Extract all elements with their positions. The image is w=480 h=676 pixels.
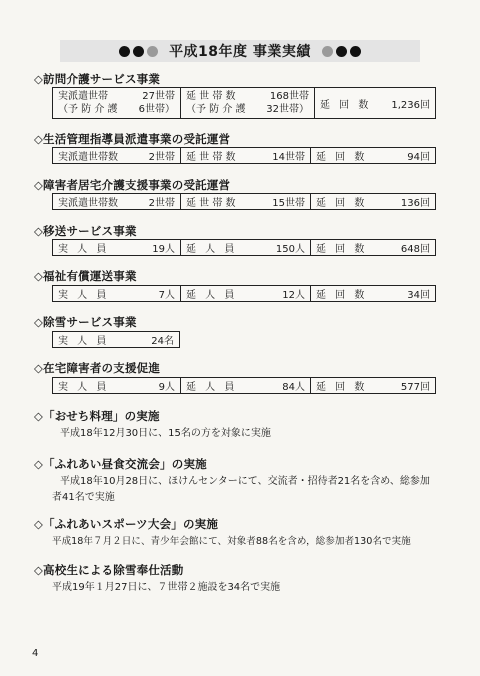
cell-value: 6世帯） <box>138 104 175 115</box>
cell-label: 延 回 数 <box>316 152 368 163</box>
cell-label: 延 回 数 <box>316 382 368 393</box>
cell-value: 577回 <box>400 382 430 393</box>
header-dot-icon <box>350 46 361 57</box>
table-cell <box>53 194 181 209</box>
section-title-snow-removal: ◇除雪サービス事業 <box>34 315 137 329</box>
cell-value: 19人 <box>152 244 175 255</box>
event-title-student-snow: ◇高校生による除雪奉仕活動 <box>34 563 184 577</box>
section-title-disability-care: ◇障害者居宅介護支援事業の受託運営 <box>34 178 231 192</box>
header-dot-icon <box>133 46 144 57</box>
table-cell <box>311 240 435 255</box>
header-dot-icon <box>336 46 347 57</box>
event-text-sports: 平成18年７月２日に、青少年会館にて、対象者88名を含め，総参加者130名で実施 <box>52 536 411 547</box>
cell-value: 34回 <box>407 290 430 301</box>
section-title-home-care: ◇訪問介護サービス事業 <box>34 72 161 86</box>
cell-value: 12人 <box>282 290 305 301</box>
table-cell <box>181 88 315 118</box>
cell-value: 2世帯 <box>148 152 175 163</box>
page-header <box>60 40 420 62</box>
cell-value: 32世帯） <box>266 104 309 115</box>
cell-label: 実派遣世帯 <box>58 91 108 102</box>
event-text-lunch-1: 平成18年10月28日に、ほけんセンターにて、交流者・招待者21名を含め、総参加 <box>60 476 430 487</box>
cell-label: 延 世 帯 数 <box>186 91 236 102</box>
table-cell <box>53 286 181 301</box>
event-title-sports: ◇「ふれあいスポーツ大会」の実施 <box>34 517 219 531</box>
event-text-student-snow: 平成19年１月27日に、７世帯２施設を34名で実施 <box>52 582 281 593</box>
event-title-osechi: ◇「おせち料理」の実施 <box>34 409 160 423</box>
table-cell <box>311 286 435 301</box>
cell-value: 9人 <box>158 382 175 393</box>
table-cell <box>181 194 311 209</box>
cell-label: （予 防 介 護 <box>58 104 118 115</box>
table-cell <box>53 240 181 255</box>
cell-value: 2世帯 <box>148 198 175 209</box>
table-disability-care <box>52 193 436 210</box>
section-title-life-guidance: ◇生活管理指導員派遣事業の受託運営 <box>34 132 231 146</box>
table-paid-transport <box>52 285 436 302</box>
cell-label: 実 人 員 <box>58 382 110 393</box>
table-cell <box>311 378 435 393</box>
cell-label: 延 人 員 <box>186 290 238 301</box>
cell-label: 延 回 数 <box>316 244 368 255</box>
table-cell <box>53 378 181 393</box>
cell-label: 実 人 員 <box>58 290 110 301</box>
cell-label: 延 人 員 <box>186 244 238 255</box>
cell-label: 延 回 数 <box>316 198 368 209</box>
page-title: 平成18年度 事業実績 <box>169 44 311 60</box>
cell-value: 1,236回 <box>391 99 430 111</box>
table-cell <box>181 240 311 255</box>
table-cell <box>53 88 181 118</box>
cell-label: 実 人 員 <box>58 336 110 347</box>
cell-value: 27世帯 <box>142 91 175 102</box>
cell-value: 7人 <box>158 290 175 301</box>
table-snow-removal <box>52 331 180 348</box>
cell-label: 実派遣世帯数 <box>58 198 118 209</box>
section-title-disability-support: ◇在宅障害者の支援促進 <box>34 361 161 375</box>
table-cell <box>181 148 311 163</box>
event-text-osechi: 平成18年12月30日に、15名の方を対象に実施 <box>60 428 271 439</box>
table-cell <box>311 148 435 163</box>
cell-value: 15世帯 <box>272 198 305 209</box>
cell-label: （予 防 介 護 <box>186 104 246 115</box>
cell-value: 168世帯 <box>269 91 309 102</box>
table-home-care <box>52 87 436 119</box>
cell-label: 延 人 員 <box>186 382 238 393</box>
cell-label: 実派遣世帯数 <box>58 152 118 163</box>
table-cell <box>53 332 179 347</box>
table-cell <box>315 88 435 118</box>
table-cell <box>181 378 311 393</box>
cell-value: 150人 <box>275 244 305 255</box>
table-cell <box>181 286 311 301</box>
cell-label: 実 人 員 <box>58 244 110 255</box>
header-dot-icon <box>119 46 130 57</box>
cell-value: 94回 <box>407 152 430 163</box>
event-text-lunch-2: 者41名で実施 <box>52 492 115 503</box>
header-dot-icon <box>147 46 158 57</box>
table-cell <box>311 194 435 209</box>
cell-label: 延 世 帯 数 <box>186 152 236 163</box>
cell-value: 648回 <box>400 244 430 255</box>
event-title-lunch: ◇「ふれあい昼食交流会」の実施 <box>34 457 207 471</box>
cell-value: 14世帯 <box>272 152 305 163</box>
table-transport <box>52 239 436 256</box>
cell-label: 延 世 帯 数 <box>186 198 236 209</box>
table-life-guidance <box>52 147 436 164</box>
cell-value: 24名 <box>151 336 174 347</box>
cell-value: 84人 <box>282 382 305 393</box>
section-title-transport: ◇移送サービス事業 <box>34 224 137 238</box>
cell-label: 延 回 数 <box>316 290 368 301</box>
table-cell <box>53 148 181 163</box>
cell-label: 延 回 数 <box>320 99 372 111</box>
section-title-paid-transport: ◇福祉有償運送事業 <box>34 269 137 283</box>
header-dot-icon <box>322 46 333 57</box>
page-number: 4 <box>32 648 39 659</box>
table-disability-support <box>52 377 436 394</box>
cell-value: 136回 <box>400 198 430 209</box>
